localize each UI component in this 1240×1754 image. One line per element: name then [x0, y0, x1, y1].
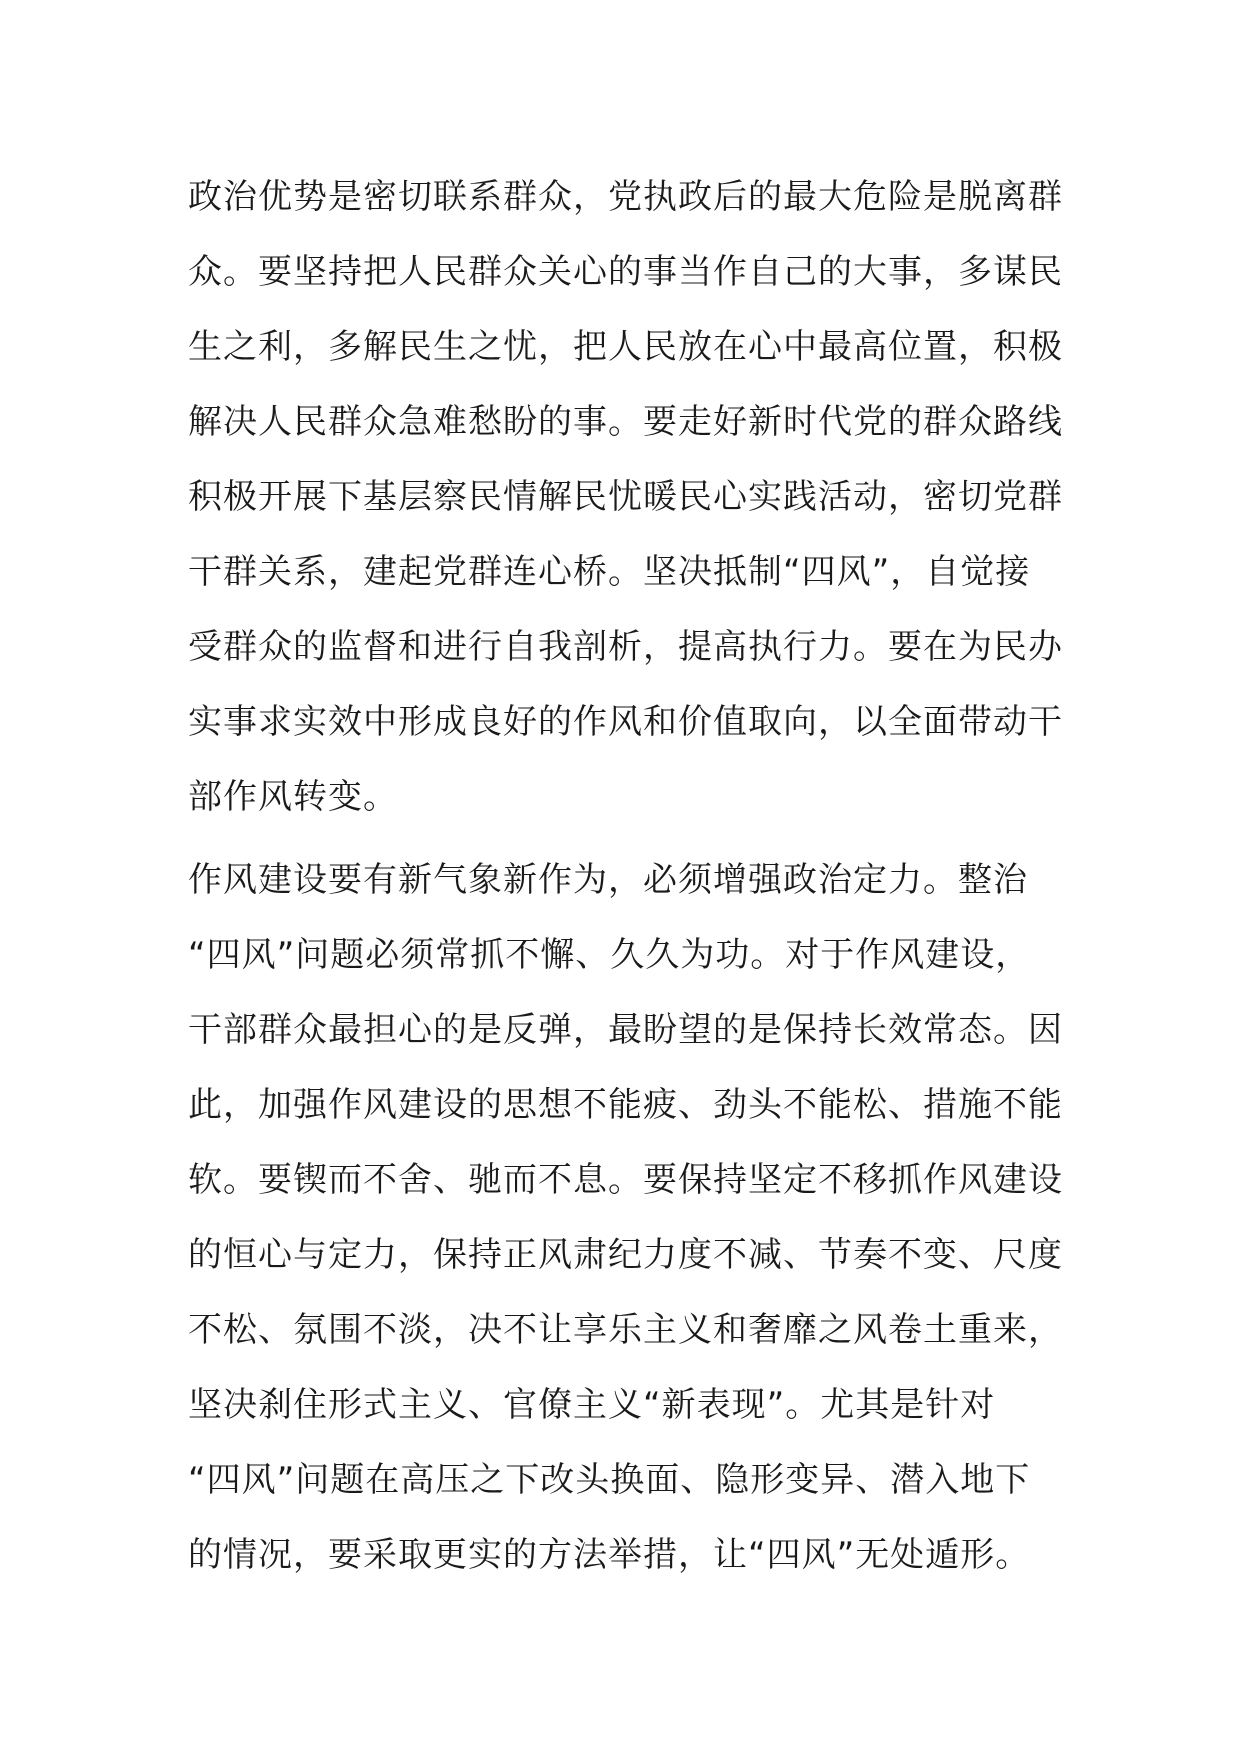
text-line: 此，加强作风建设的思想不能疲、劲头不能松、措施不能 — [188, 1085, 1063, 1125]
text-line: 坚决刹住形式主义、官僚主义“新表现”。尤其是针对 — [188, 1385, 996, 1425]
text-line: “四风”问题必须常抓不懈、久久为功。对于作风建设， — [188, 935, 1031, 975]
text-line: 不松、氛围不淡，决不让享乐主义和奢靡之风卷土重来， — [188, 1310, 1063, 1350]
paragraph-1 — [188, 160, 1068, 835]
document-page — [188, 160, 1068, 1601]
text-line: 积极开展下基层察民情解民忧暖民心实践活动，密切党群 — [188, 477, 1063, 517]
text-line: 干部群众最担心的是反弹，最盼望的是保持长效常态。因 — [188, 1010, 1063, 1050]
text-line: 的恒心与定力，保持正风肃纪力度不减、节奏不变、尺度 — [188, 1235, 1063, 1275]
text-line: 干群关系，建起党群连心桥。坚决抵制“四风”，自觉接 — [188, 552, 1031, 592]
text-line: “四风”问题在高压之下改头换面、隐形变异、潜入地下 — [188, 1460, 1031, 1500]
text-line: 政治优势是密切联系群众，党执政后的最大危险是脱离群 — [188, 177, 1063, 217]
text-line: 部作风转变。 — [188, 777, 398, 817]
text-line: 软。要锲而不舍、驰而不息。要保持坚定不移抓作风建设 — [188, 1160, 1063, 1200]
text-line: 的情况，要采取更实的方法举措，让“四风”无处遁形。 — [188, 1535, 1031, 1575]
text-line: 众。要坚持把人民群众关心的事当作自己的大事，多谋民 — [188, 252, 1063, 292]
text-line: 受群众的监督和进行自我剖析，提高执行力。要在为民办 — [188, 627, 1063, 667]
paragraph-2 — [188, 843, 1068, 1593]
text-line: 实事求实效中形成良好的作风和价值取向，以全面带动干 — [188, 702, 1063, 742]
text-line: 作风建设要有新气象新作为，必须增强政治定力。整治 — [188, 860, 1028, 900]
text-line: 生之利，多解民生之忧，把人民放在心中最高位置，积极 — [188, 327, 1063, 367]
text-line: 解决人民群众急难愁盼的事。要走好新时代党的群众路线 — [188, 402, 1063, 442]
